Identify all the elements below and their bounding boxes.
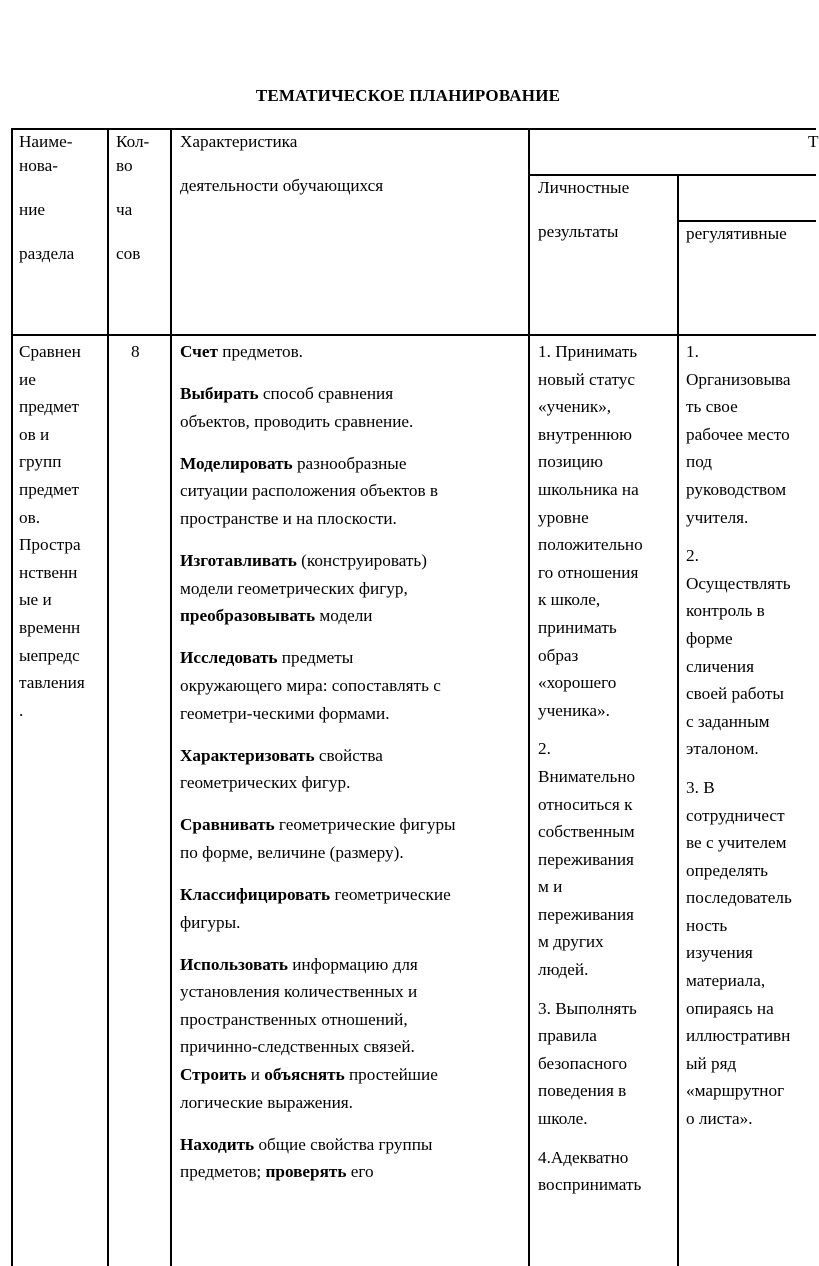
activity-text: геометрических фигур. — [180, 773, 351, 793]
activity-verb: проверять — [265, 1162, 347, 1182]
header-bottom-line — [11, 334, 816, 336]
text-line: «хорошего — [538, 673, 617, 693]
text-line: сличения — [686, 656, 754, 676]
activity-paragraph — [180, 881, 526, 936]
text-line: м и — [538, 877, 563, 897]
text-line: переживания — [538, 849, 634, 869]
text-line: ие — [19, 369, 36, 389]
text-line: го отношения — [538, 562, 639, 582]
text-line: поведения в — [538, 1081, 627, 1101]
activity-text: геометрические фигуры — [274, 815, 456, 835]
text-line: относиться к — [538, 794, 633, 814]
text-line: временн — [19, 617, 81, 637]
activity-text: по форме, величине (размеру). — [180, 842, 404, 862]
text-line: . — [19, 700, 24, 720]
text-line: Внимательно — [538, 766, 636, 786]
text-line: «маршрутног — [686, 1081, 785, 1101]
text-line: 2. — [686, 546, 699, 566]
text-line: последователь — [686, 888, 792, 908]
result-paragraph — [686, 338, 816, 531]
page-title: ТЕМАТИЧЕСКОЕ ПЛАНИРОВАНИЕ — [255, 86, 561, 105]
text-line: нственн — [19, 562, 78, 582]
table-border-left — [11, 128, 13, 1266]
activity-text: геометрические — [330, 885, 451, 904]
text-line: людей. — [538, 960, 589, 980]
text-line: форме — [686, 628, 733, 648]
text-line: ыепредс — [19, 645, 80, 665]
text-line: учителя. — [686, 507, 749, 527]
text-line: принимать — [538, 617, 617, 637]
hours-cell: 8 — [131, 342, 140, 361]
activity-text: простейшие — [344, 1065, 438, 1085]
activity-paragraph — [180, 811, 526, 866]
activity-verb: Классифицировать — [180, 885, 331, 904]
activity-verb: Изготавливать — [180, 551, 297, 571]
text-line: к школе, — [538, 590, 601, 610]
text-line: ность — [686, 915, 728, 935]
text-line: о листа». — [686, 1109, 753, 1129]
text-line: эталоном. — [686, 739, 759, 759]
text-line: своей работы — [686, 684, 784, 704]
col-divider-2 — [170, 128, 172, 1266]
text-line: тавления — [19, 673, 85, 693]
text-line: м других — [538, 932, 604, 952]
activity-verb: Счет — [180, 342, 218, 361]
text-line: образ — [538, 645, 579, 665]
activity-verb: Строить — [180, 1065, 247, 1085]
text-line: ов и — [19, 424, 50, 444]
result-paragraph — [538, 735, 676, 983]
activity-text: модели геометрических фигур, — [180, 578, 408, 598]
activity-text: его — [346, 1162, 374, 1182]
activity-text: фигуры. — [180, 912, 241, 932]
result-paragraph — [686, 774, 816, 1133]
activity-text: разнообразные — [292, 453, 407, 473]
activity-verb: Моделировать — [180, 453, 293, 473]
text-line: 2. — [538, 739, 551, 759]
text-line: 3. Выполнять — [538, 998, 637, 1018]
result-paragraph — [686, 542, 816, 763]
text-line: 3. В — [686, 777, 715, 797]
activity-text: (конструировать) — [296, 551, 427, 571]
text-line: Сравнен — [19, 342, 81, 361]
characteristic-cell — [180, 338, 526, 1200]
result-paragraph — [538, 1144, 676, 1199]
text-line: контроль в — [686, 601, 765, 621]
text-line: групп — [19, 452, 62, 472]
text-line: материала, — [686, 971, 766, 991]
header-personal-results: Личностные результаты — [538, 178, 630, 241]
text-line: положительно — [538, 535, 643, 555]
text-line: определять — [686, 860, 768, 880]
activity-text: модели — [315, 606, 373, 626]
activity-text: логические выражения. — [180, 1092, 353, 1112]
text-line: иллюстративн — [686, 1026, 791, 1046]
text-line: предмет — [19, 479, 79, 499]
activity-paragraph — [180, 380, 526, 435]
result-paragraph — [538, 995, 676, 1133]
header-hours: Кол- во ча сов — [116, 132, 150, 263]
text-line: школе. — [538, 1109, 588, 1129]
activity-text: пространстве и на плоскости. — [180, 508, 397, 528]
text-line: безопасного — [538, 1053, 628, 1073]
text-line: школьника на — [538, 479, 639, 499]
text-line: Простра — [19, 535, 81, 555]
text-line: уровне — [538, 507, 589, 527]
activity-text: пространственных отношений, — [180, 1009, 408, 1029]
activity-text: общие свойства группы — [254, 1134, 433, 1154]
activity-text: и — [246, 1065, 265, 1085]
text-line: под — [686, 452, 713, 472]
text-line: новый статус — [538, 369, 635, 389]
text-line: позицию — [538, 452, 604, 472]
activity-verb: объяснять — [264, 1065, 345, 1085]
text-line: рабочее место — [686, 424, 790, 444]
text-line: воспринимать — [538, 1175, 642, 1195]
activity-text: предметов; — [180, 1162, 266, 1182]
text-line: «ученик», — [538, 397, 612, 417]
activity-paragraph — [180, 742, 526, 797]
activity-text: объектов, проводить сравнение. — [180, 411, 414, 431]
activity-paragraph — [180, 1131, 526, 1186]
text-line: переживания — [538, 904, 634, 924]
text-line: 4.Адекватно — [538, 1147, 629, 1167]
col-divider-3 — [528, 128, 530, 1266]
activity-verb: Использовать — [180, 954, 288, 974]
text-line: ученика». — [538, 700, 610, 720]
activity-text: способ сравнения — [258, 384, 394, 404]
header-characteristic: Характеристика деятельности обучающихся — [180, 132, 384, 195]
text-line: Осуществлять — [686, 573, 791, 593]
text-line: сотрудничест — [686, 805, 785, 825]
header-results-cut: Т — [808, 132, 819, 151]
activity-text: установления количественных и — [180, 982, 418, 1002]
text-line: с заданным — [686, 711, 770, 731]
header-section-name: Наиме- нова- ние раздела — [19, 132, 75, 263]
text-line: опираясь на — [686, 998, 774, 1018]
personal-results-cell — [538, 338, 676, 1210]
activity-paragraph — [180, 547, 526, 630]
activity-verb: преобразовывать — [180, 606, 316, 626]
activity-text: ситуации расположения объектов в — [180, 481, 438, 501]
result-paragraph — [538, 338, 676, 724]
col-divider-1 — [107, 128, 109, 1266]
activity-verb: Сравнивать — [180, 815, 275, 835]
text-line: внутреннюю — [538, 424, 632, 444]
activity-verb: Характеризовать — [180, 745, 315, 765]
activity-verb: Находить — [180, 1134, 255, 1154]
text-line: ый ряд — [686, 1053, 737, 1073]
regulatory-results-cell — [686, 338, 816, 1144]
activity-text: окружающего мира: сопоставлять с — [180, 675, 441, 695]
activity-text: предметы — [277, 648, 354, 668]
text-line: руководством — [686, 479, 787, 499]
activity-verb: Исследовать — [180, 648, 278, 668]
text-line: 1. Принимать — [538, 342, 638, 361]
text-line: изучения — [686, 943, 753, 963]
section-name-cell — [19, 338, 107, 724]
text-line: 1. — [686, 342, 699, 361]
text-line: ые и — [19, 590, 52, 610]
text-line: собственным — [538, 822, 635, 842]
activity-paragraph — [180, 450, 526, 533]
activity-paragraph — [180, 338, 526, 366]
activity-text: свойства — [314, 745, 383, 765]
text-line: Организовыва — [686, 369, 791, 389]
header-regulatory: регулятивные — [686, 224, 787, 243]
text-line: ов. — [19, 507, 41, 527]
text-line: предмет — [19, 397, 79, 417]
activity-text: предметов. — [217, 342, 303, 361]
text-line: правила — [538, 1026, 597, 1046]
activity-text: геометри-ческими формами. — [180, 703, 390, 723]
activity-paragraph — [180, 951, 526, 1117]
activity-text: информацию для — [287, 954, 418, 974]
activity-paragraph — [180, 644, 526, 727]
activity-text: причинно-следственных связей. — [180, 1037, 415, 1057]
activity-verb: Выбирать — [180, 384, 259, 404]
text-line: ве с учителем — [686, 833, 787, 853]
col-divider-4 — [677, 175, 679, 1266]
text-line: ть свое — [686, 397, 738, 417]
